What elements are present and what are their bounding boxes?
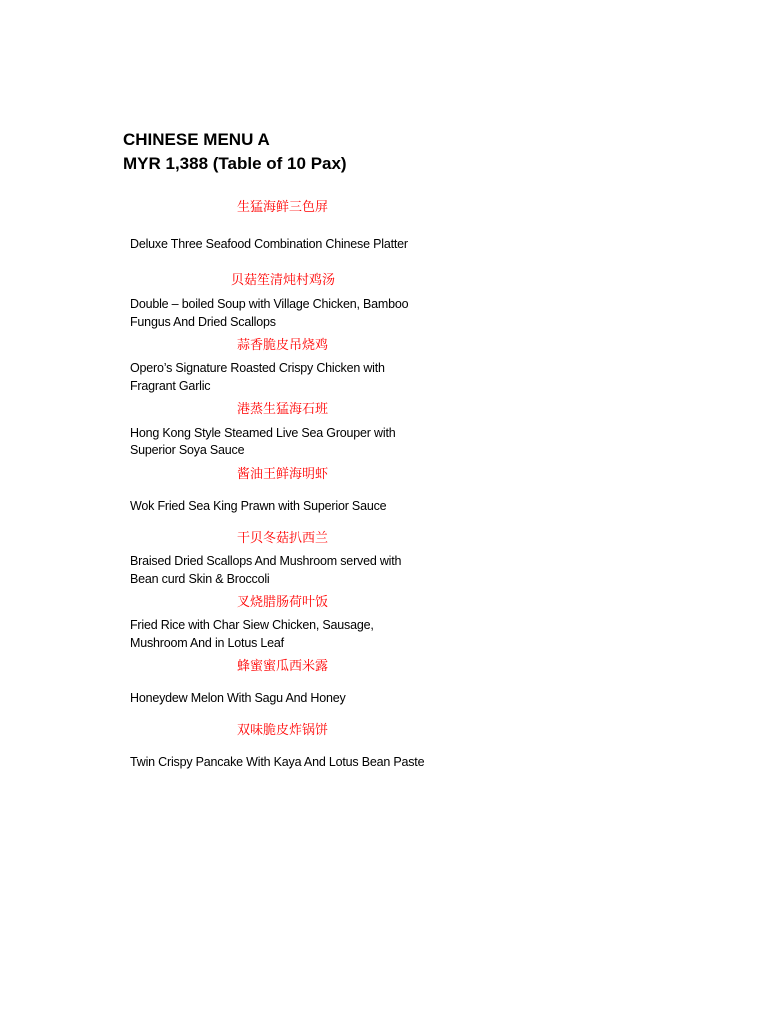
- dish-chinese-name: 蒜香脆皮吊烧鸡: [237, 338, 329, 353]
- dish-english-name: Deluxe Three Seafood Combination Chinese Platter: [130, 237, 408, 251]
- menu-title: CHINESE MENU A: [123, 130, 270, 149]
- dish-english-name: Bean curd Skin & Broccoli: [130, 572, 270, 586]
- dish-chinese-name: 酱油王鲜海明虾: [237, 467, 329, 482]
- dish-english-name: Fungus And Dried Scallops: [130, 315, 276, 329]
- dish-english-name: Hong Kong Style Steamed Live Sea Grouper with: [130, 426, 396, 440]
- dish-chinese-name: 贝菇笙清炖村鸡汤: [231, 273, 336, 288]
- dish-chinese-name: 叉烧腊肠荷叶饭: [237, 595, 329, 610]
- dish-chinese-name: 港蒸生猛海石班: [237, 402, 329, 417]
- dish-chinese-name: 干贝冬菇扒西兰: [237, 531, 329, 546]
- dish-english-name: Fragrant Garlic: [130, 379, 211, 393]
- menu-price: MYR 1,388 (Table of 10 Pax): [123, 154, 347, 173]
- dish-english-name: Twin Crispy Pancake With Kaya And Lotus Bean Paste: [130, 755, 425, 769]
- dish-chinese-name: 蜂蜜蜜瓜西米露: [237, 659, 329, 674]
- dish-english-name: Wok Fried Sea King Prawn with Superior Sauce: [130, 499, 387, 513]
- dish-english-name: Mushroom And in Lotus Leaf: [130, 636, 284, 650]
- dish-english-name: Honeydew Melon With Sagu And Honey: [130, 691, 346, 705]
- dish-chinese-name: 生猛海鲜三色屏: [237, 200, 329, 215]
- dish-english-name: Fried Rice with Char Siew Chicken, Sausage,: [130, 618, 374, 632]
- dish-english-name: Double – boiled Soup with Village Chicken, Bamboo: [130, 297, 409, 311]
- dish-english-name: Opero’s Signature Roasted Crispy Chicken with: [130, 361, 385, 375]
- dish-english-name: Braised Dried Scallops And Mushroom served with: [130, 554, 402, 568]
- dish-chinese-name: 双味脆皮炸锅饼: [237, 723, 329, 738]
- dish-english-name: Superior Soya Sauce: [130, 443, 245, 457]
